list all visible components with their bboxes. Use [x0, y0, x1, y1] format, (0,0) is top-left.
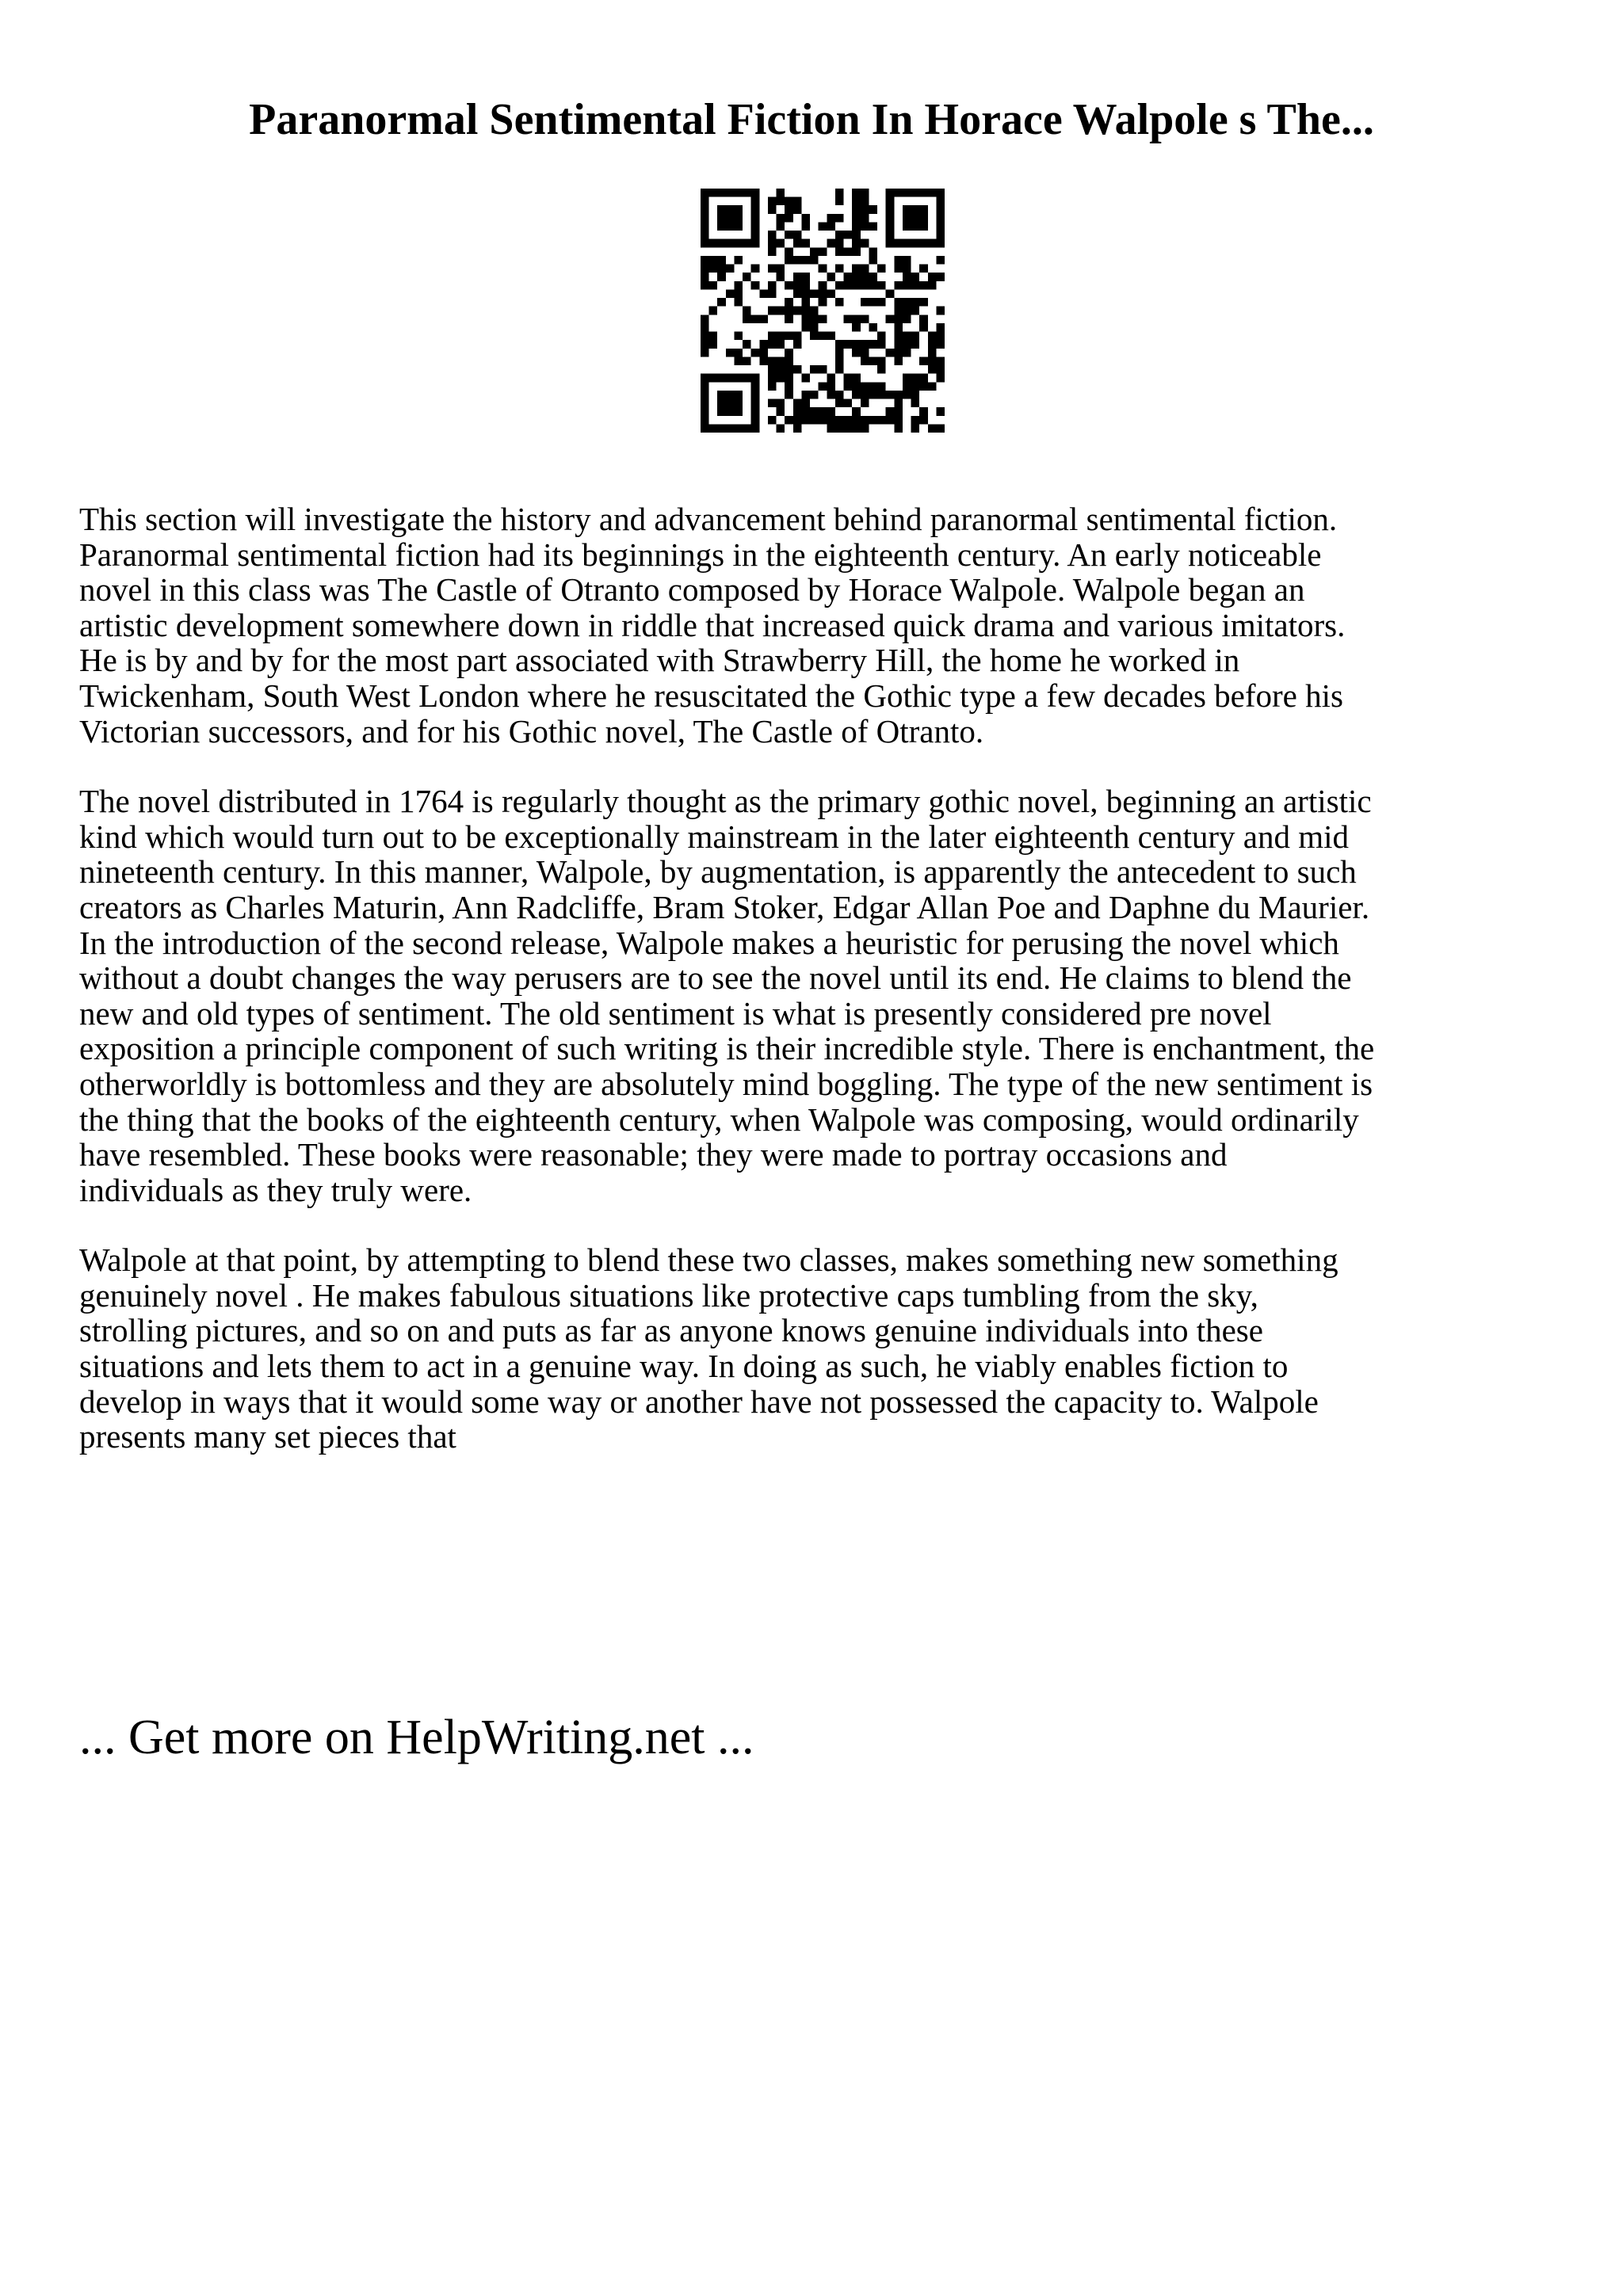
paragraph: Walpole at that point, by attempting to blend these two classes, makes something new something genuinely novel . He makes fabulous situations like protective caps tumbling from the sky, strolling pictures, and so on and puts as far as anyone knows genuine individuals into these situations and lets them to act in a genuine way. In doing as such, he viably enables fiction to develop in ways that it would some way or another have not possessed the capacity to. Walpole presents many set pieces that	[79, 1241, 1338, 1455]
article-body	[79, 502, 1569, 1489]
paragraph: This section will investigate the history and advancement behind paranormal sentimental fiction. Paranormal sentimental fiction had its beginnings in the eighteenth century. An early noticeable novel in this class was The Castle of Otranto composed by Horace Walpole. Walpole began an artistic development somewhere down in riddle that increased quick drama and various imitators. He is by and by for the most part associated with Strawberry Hill, the home he worked in Twickenham, South West London where he resuscitated the Gothic type a few decades before his Victorian successors, and for his Gothic novel, The Castle of Otranto.	[79, 501, 1346, 749]
more-link[interactable]: ... Get more on HelpWriting.net ...	[79, 1711, 754, 1764]
qr-code-icon	[701, 189, 945, 433]
paragraph: The novel distributed in 1764 is regularly thought as the primary gothic novel, beginning an artistic kind which would turn out to be exceptionally mainstream in the later eighteenth century and mid nineteenth century. In this manner, Walpole, by augmentation, is apparently the antecedent to such creators as Charles Maturin, Ann Radcliffe, Bram Stoker, Edgar Allan Poe and Daphne du Maurier. In the introduction of the second release, Walpole makes a heuristic for perusing the novel which without a doubt changes the way perusers are to see the novel until its end. He claims to blend the new and old types of sentiment. The old sentiment is what is presently considered pre novel exposition a principle component of such writing is their incredible style. There is enchantment, the otherworldly is bottomless and they are absolutely mind boggling. The type of the new sentiment is the thing that the books of the eighteenth century, when Walpole was composing, would ordinarily have resembled. These books were reasonable; they were made to portray occasions and individuals as they truly were.	[79, 783, 1375, 1208]
page-title: Paranormal Sentimental Fiction In Horace Walpole s The...	[249, 95, 1374, 144]
